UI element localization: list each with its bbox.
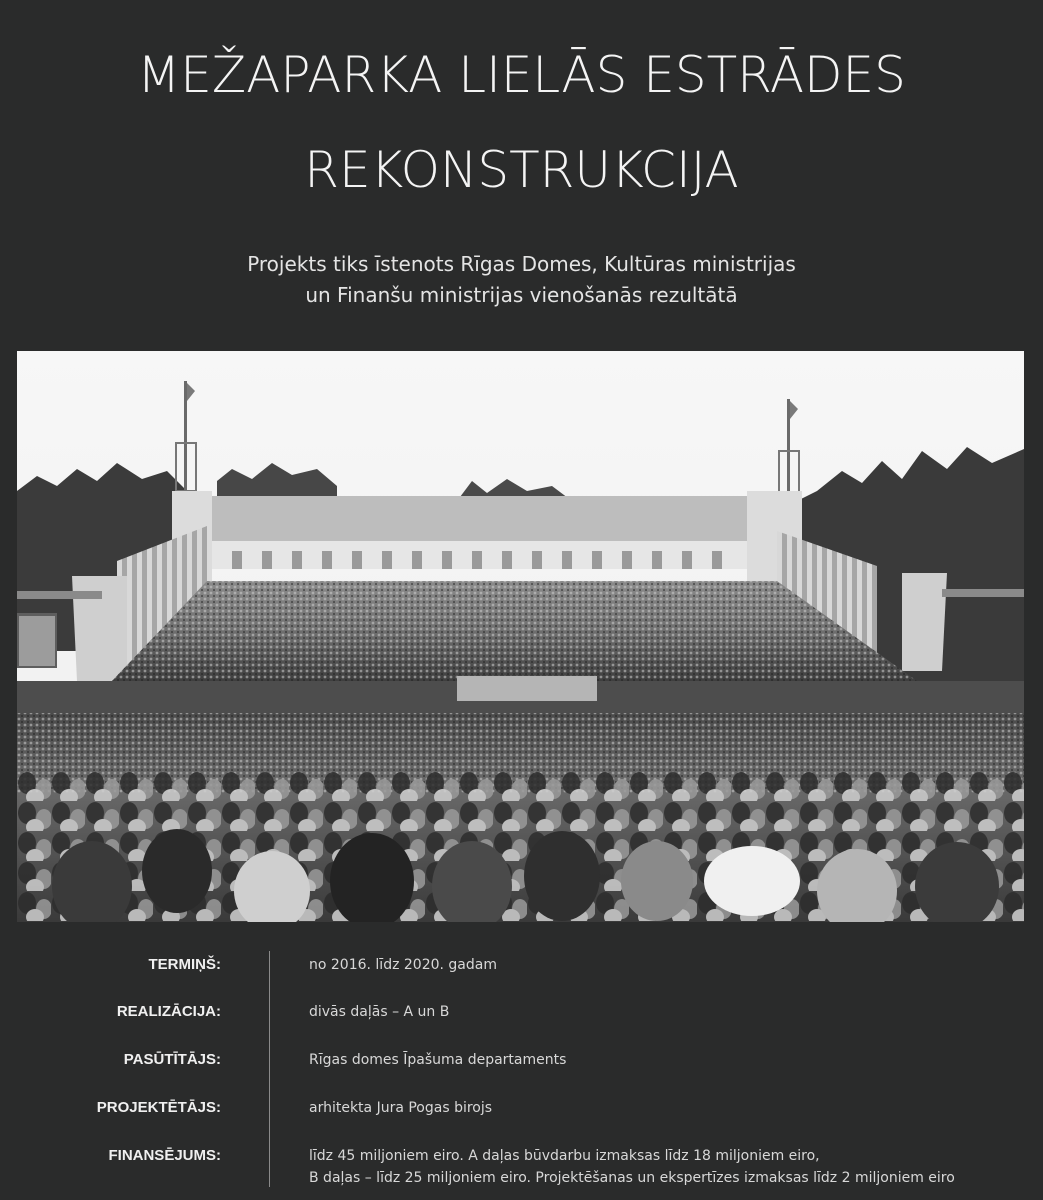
label-projektetajs: PROJEKTĒTĀJS: bbox=[96, 1099, 221, 1116]
subtitle-line-1: Projekts tiks īstenots Rīgas Domes, Kultūras ministrijas bbox=[247, 252, 796, 276]
value-finansejums-line-1: līdz 45 miljoniem eiro. A daļas būvdarbu izmaksas līdz 18 miljoniem eiro, bbox=[309, 1148, 820, 1164]
label-finansejums: FINANSĒJUMS: bbox=[108, 1147, 221, 1164]
stage-with-crowd-photo bbox=[17, 351, 1024, 922]
page-title-line-2: REKONSTRUKCIJA bbox=[304, 141, 739, 199]
details-divider bbox=[269, 951, 270, 1187]
value-pasutitajs: Rīgas domes Īpašuma departaments bbox=[309, 1052, 567, 1068]
label-pasutitajs: PASŪTĪTĀJS: bbox=[123, 1051, 221, 1068]
label-realizacija: REALIZĀCIJA: bbox=[116, 1003, 221, 1020]
page-title-line-1: MEŽAPARKA LIELĀS ESTRĀDES bbox=[137, 46, 906, 104]
value-finansejums-line-2: B daļas – līdz 25 miljoniem eiro. Projektēšanas un ekspertīzes izmaksas līdz 2 miljoniem eiro bbox=[309, 1170, 955, 1186]
label-termins: TERMIŅŠ: bbox=[148, 956, 221, 973]
value-realizacija: divās daļās – A un B bbox=[309, 1004, 450, 1020]
value-projektetajs: arhitekta Jura Pogas birojs bbox=[309, 1100, 493, 1116]
value-termins: no 2016. līdz 2020. gadam bbox=[309, 957, 497, 973]
subtitle-line-2: un Finanšu ministrijas vienošanās rezultātā bbox=[305, 283, 738, 307]
